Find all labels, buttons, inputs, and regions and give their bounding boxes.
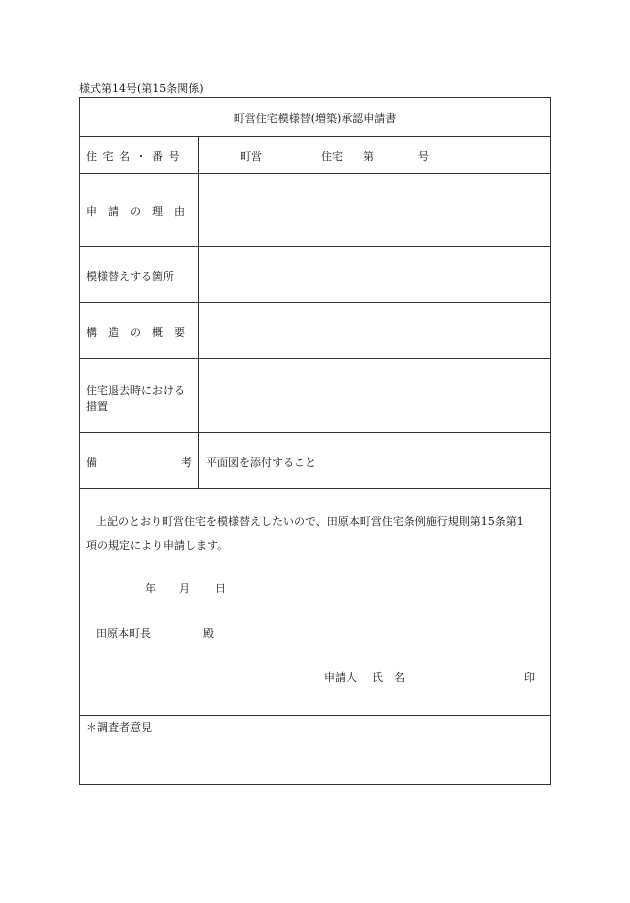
day-label: 日 — [215, 582, 226, 595]
house-text: 住宅 — [321, 150, 343, 163]
month-label: 月 — [179, 582, 190, 595]
location-label-cell — [80, 247, 199, 302]
remarks-label-right: 考 — [181, 456, 192, 469]
remarks-value-cell[interactable] — [200, 433, 550, 488]
investigator-opinion-section[interactable] — [80, 716, 550, 784]
house-name-number-value-cell[interactable] — [200, 137, 550, 173]
structure-label: 構 造 の 概 要 — [86, 326, 185, 339]
remarks-value: 平面図を添付すること — [206, 456, 316, 469]
structure-label-cell — [80, 303, 199, 358]
remarks-label-left: 備 — [86, 456, 97, 469]
application-form — [79, 97, 551, 785]
row-moveout-measures — [80, 359, 550, 433]
form-number: 様式第14号(第15条関係) — [79, 82, 204, 95]
reason-label: 申 請 の 理 由 — [86, 205, 185, 218]
house-name-number-label-cell — [80, 137, 199, 173]
declaration-line1: 上記のとおり町営住宅を模様替えしたいので、田原本町営住宅条例施行規則第15条第1 — [96, 515, 524, 528]
seal-mark: 印 — [524, 671, 535, 684]
row-remarks — [80, 433, 550, 489]
measures-label-line2: 措置 — [86, 400, 108, 413]
house-name-number-label: 住 宅 名 ・ 番 号 — [86, 150, 181, 163]
measures-label-line1: 住宅退去時における — [86, 384, 185, 397]
go-text: 号 — [418, 150, 429, 163]
dai-text: 第 — [363, 150, 374, 163]
location-label: 模様替えする箇所 — [86, 270, 174, 283]
row-renovation-location — [80, 247, 550, 303]
investigator-opinion-label: ＊調査者意見 — [86, 721, 152, 734]
form-title: 町営住宅模様替(増築)承認申請書 — [233, 112, 397, 125]
reason-label-cell — [80, 174, 199, 246]
declaration-line2: 項の規定により申請します。 — [86, 539, 229, 552]
declaration-section — [80, 489, 550, 716]
row-structure-overview — [80, 303, 550, 359]
location-value-cell[interactable] — [200, 247, 550, 302]
title-row — [80, 98, 550, 137]
row-house-name-number — [80, 137, 550, 174]
measures-value-cell[interactable] — [200, 359, 550, 432]
reason-value-cell[interactable] — [200, 174, 550, 246]
applicant-name-label: 氏 名 — [372, 671, 405, 684]
applicant-label: 申請人 — [324, 671, 357, 684]
structure-value-cell[interactable] — [200, 303, 550, 358]
measures-label-cell — [80, 359, 199, 432]
honorific: 殿 — [203, 627, 214, 640]
year-label: 年 — [145, 582, 156, 595]
remarks-label-cell — [80, 433, 199, 488]
town-text: 町営 — [240, 150, 262, 163]
addressee: 田原本町長 — [96, 627, 151, 640]
row-application-reason — [80, 174, 550, 247]
